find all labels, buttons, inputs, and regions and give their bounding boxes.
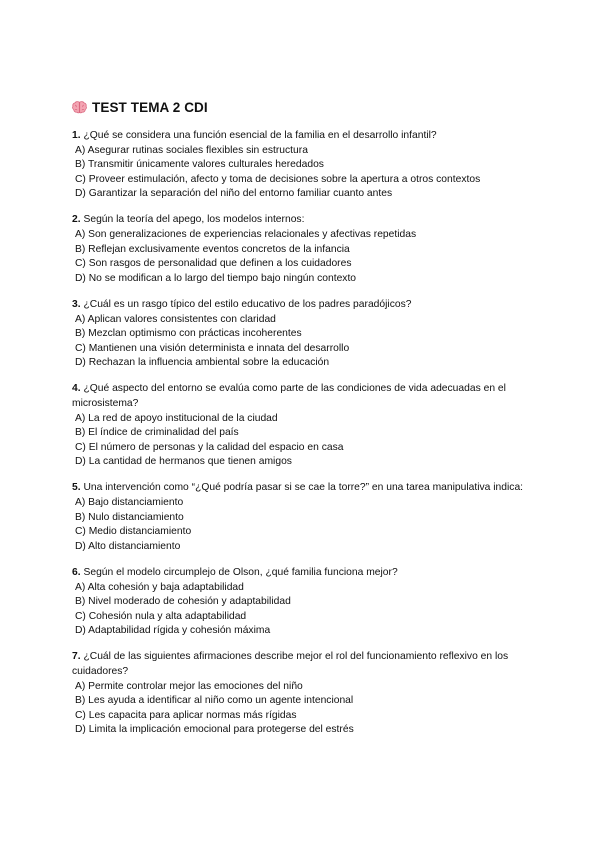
question-text [72,382,542,411]
question-stem: Según el modelo circumplejo de Olson, ¿qué familia funciona mejor? [83,566,398,578]
question-block [72,481,542,554]
question-text [72,650,542,679]
answer-option: A) La red de apoyo institucional de la ciudad [75,412,278,424]
answer-option: B) El índice de criminalidad del país [75,427,239,439]
answer-option: A) Permite controlar mejor las emociones del niño [75,680,303,692]
brain-icon [72,101,87,114]
answer-option: D) Limita la implicación emocional para protegerse del estrés [75,724,354,736]
answer-option: C) Proveer estimulación, afecto y toma de decisiones sobre la apertura a otros contextos [75,173,481,185]
answer-option: B) Reflejan exclusivamente eventos concretos de la infancia [75,243,350,255]
question-number: 2. [72,214,81,226]
question-stem: ¿Cuál es un rasgo típico del estilo educativo de los padres paradójicos? [83,298,412,310]
answer-option: C) El número de personas y la calidad del espacio en casa [75,441,344,453]
answer-option: A) Son generalizaciones de experiencias relacionales y afectivas repetidas [75,229,417,241]
question-text [72,481,542,496]
page-title [72,100,208,115]
question-stem: Según la teoría del apego, los modelos internos: [83,214,305,226]
answer-option: C) Mantienen una visión determinista e innata del desarrollo [75,342,350,354]
answer-option: B) Transmitir únicamente valores culturales heredados [75,159,324,171]
answer-option: D) Garantizar la separación del niño del entorno familiar cuanto antes [75,188,393,200]
answer-option: A) Asegurar rutinas sociales flexibles sin estructura [75,144,308,156]
answer-option: B) Nulo distanciamiento [75,511,184,523]
answer-option: C) Cohesión nula y alta adaptabilidad [75,610,247,622]
question-number: 6. [72,566,81,578]
answer-option: A) Aplican valores consistentes con claridad [75,313,276,325]
question-text [72,213,542,228]
question-block [72,650,542,738]
answer-option: B) Les ayuda a identificar al niño como un agente intencional [75,695,354,707]
question-stem: Una intervención como “¿Qué podría pasar si se cae la torre?” en una tarea manipulativa indica: [83,482,524,494]
answer-option: D) Rechazan la influencia ambiental sobre la educación [75,357,330,369]
question-text [72,566,542,581]
question-stem: ¿Cuál de las siguientes afirmaciones describe mejor el rol del funcionamiento reflexivo en los cuidadores? [72,651,509,677]
answer-option: D) La cantidad de hermanos que tienen amigos [75,456,292,468]
question-number: 4. [72,383,81,395]
question-number: 5. [72,482,81,494]
answer-option: C) Les capacita para aplicar normas más rígidas [75,709,297,721]
question-stem: ¿Qué aspecto del entorno se evalúa como parte de las condiciones de vida adecuadas en el microsistema? [72,383,506,409]
answer-option: C) Son rasgos de personalidad que definen a los cuidadores [75,258,352,270]
question-block [72,566,542,639]
answer-option: B) Nivel moderado de cohesión y adaptabilidad [75,596,291,608]
question-block [72,129,542,202]
question-number: 7. [72,651,81,663]
question-block [72,298,542,371]
question-block [72,213,542,286]
answer-option: B) Mezclan optimismo con prácticas incoherentes [75,328,302,340]
question-block [72,382,542,470]
answer-option: D) Adaptabilidad rígida y cohesión máxima [75,625,271,637]
answer-option: A) Alta cohesión y baja adaptabilidad [75,581,244,593]
answer-option: C) Medio distanciamiento [75,526,192,538]
question-number: 3. [72,298,81,310]
title-text: TEST TEMA 2 CDI [92,100,208,115]
question-list [72,129,542,749]
question-text [72,129,542,144]
answer-option: D) No se modifican a lo largo del tiempo bajo ningún contexto [75,272,357,284]
question-text [72,298,542,313]
question-stem: ¿Qué se considera una función esencial de la familia en el desarrollo infantil? [83,130,437,141]
question-number: 1. [72,130,81,141]
answer-option: A) Bajo distanciamiento [75,497,184,509]
answer-option: D) Alto distanciamiento [75,540,181,552]
